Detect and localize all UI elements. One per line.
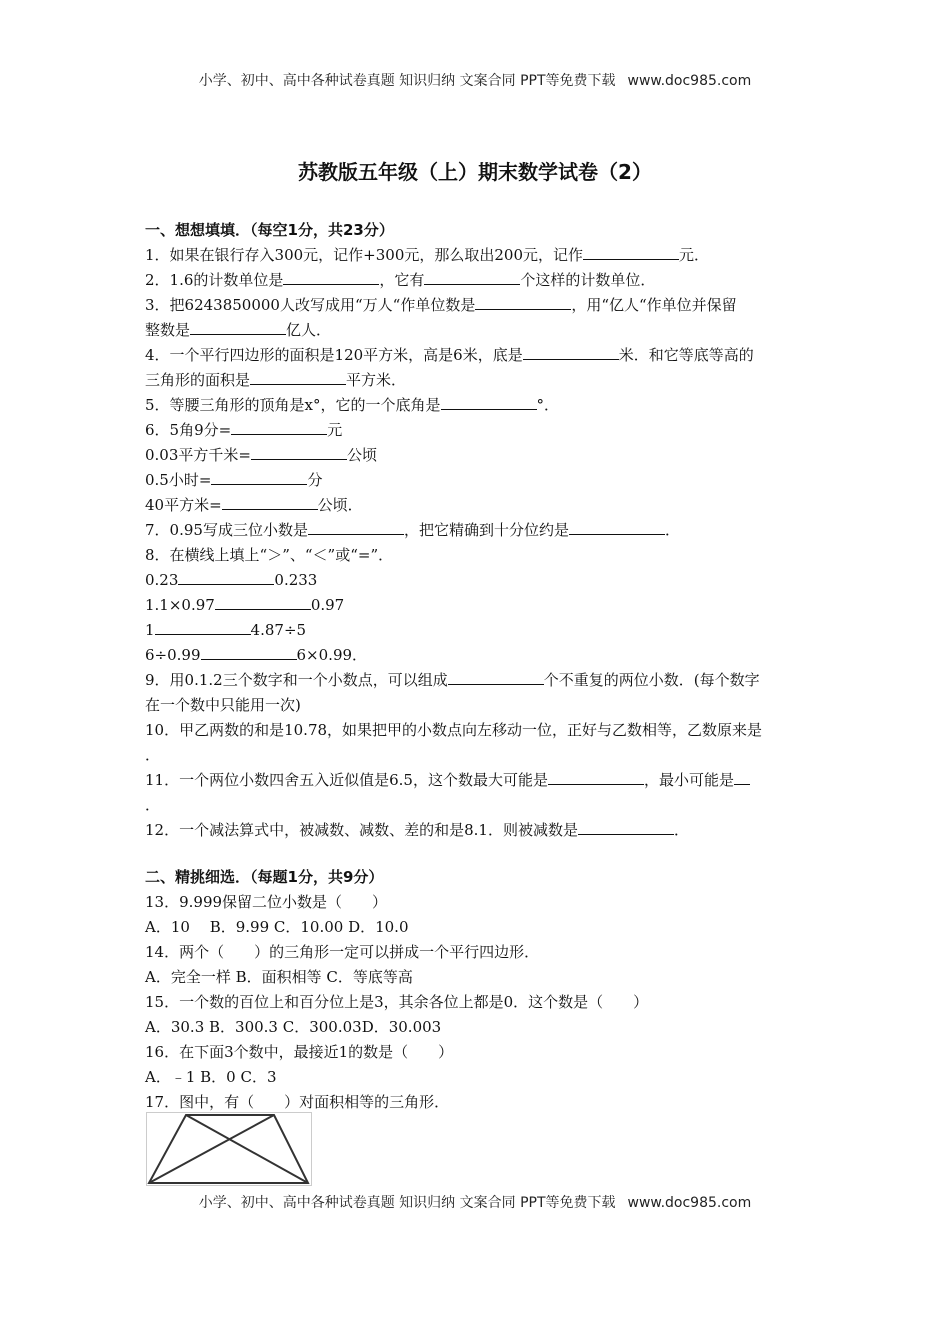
question-9: 9．用0.1.2三个数字和一个小数点，可以组成 个不重复的两位小数．(每个数字 bbox=[145, 668, 810, 693]
question-5: 5．等腰三角形的顶角是x°，它的一个底角是 °． bbox=[145, 393, 810, 418]
page-header bbox=[0, 70, 950, 90]
question-14: 14．两个（ ）的三角形一定可以拼成一个平行四边形． bbox=[145, 943, 540, 961]
question-1: 1．如果在银行存入300元，记作+300元，那么取出200元，记作 元． bbox=[145, 243, 810, 268]
question-3-cont: 整数是 亿人． bbox=[145, 318, 810, 343]
answer-blank[interactable] bbox=[308, 518, 404, 535]
question-11: 11．一个两位小数四舍五入近似值是6.5，这个数最大可能是 ，最小可能是 bbox=[145, 768, 810, 793]
question-14-options: A．完全一样 B．面积相等 C．等底等高 bbox=[145, 968, 413, 986]
question-6: 6．5角9分= 元 bbox=[145, 418, 810, 443]
section-1-heading: 一、想想填填．（每空1分，共23分） bbox=[145, 221, 394, 239]
section-2-heading: 二、精挑细选．（每题1分，共9分） bbox=[145, 868, 384, 886]
answer-blank[interactable] bbox=[448, 668, 544, 685]
footer-site: www.doc985.com bbox=[627, 1195, 752, 1211]
question-15-options: A．30.3 B．300.3 C．300.03D．30.003 bbox=[145, 1018, 442, 1036]
question-10-cont: ． bbox=[145, 746, 161, 764]
trapezoid-outline bbox=[149, 1115, 308, 1183]
question-8-row2: 1.1×0.97 0.97 bbox=[145, 593, 810, 618]
question-4-cont: 三角形的面积是 平方米． bbox=[145, 368, 810, 393]
question-8-row4: 6÷0.99 6×0.99． bbox=[145, 643, 810, 668]
figure-frame bbox=[147, 1113, 312, 1186]
answer-blank[interactable] bbox=[231, 418, 327, 435]
answer-blank[interactable] bbox=[548, 768, 644, 785]
question-6-row2: 0.03平方千米= 公顷 bbox=[145, 443, 810, 468]
answer-blank[interactable] bbox=[441, 393, 537, 410]
answer-blank[interactable] bbox=[251, 443, 347, 460]
answer-blank[interactable] bbox=[190, 318, 286, 335]
question-10: 10．甲乙两数的和是10.78，如果把甲的小数点向左移动一位，正好与乙数相等，乙数原来是 bbox=[145, 721, 763, 739]
question-8-row1: 0.23 0.233 bbox=[145, 568, 810, 593]
answer-blank[interactable] bbox=[578, 818, 674, 835]
question-8: 8．在横线上填上“＞”、“＜”或“=”． bbox=[145, 546, 394, 564]
question-3: 3．把6243850000人改写成用“万人“作单位数是 ，用“亿人“作单位并保留 bbox=[145, 293, 810, 318]
question-7: 7．0.95写成三位小数是 ，把它精确到十分位约是 ． bbox=[145, 518, 810, 543]
question-9-cont: 在一个数中只能用一次) bbox=[145, 696, 301, 714]
page-footer bbox=[0, 1192, 950, 1212]
page-title: 苏教版五年级（上）期末数学试卷（2） bbox=[298, 160, 652, 184]
answer-blank[interactable] bbox=[201, 643, 297, 660]
question-13-options: A．10 B．9.99 C．10.00 D．10.0 bbox=[145, 918, 409, 936]
question-6-row3: 0.5小时= 分 bbox=[145, 468, 810, 493]
question-13: 13．9.999保留二位小数是（ ） bbox=[145, 893, 388, 911]
question-15: 15．一个数的百位上和百分位上是3，其余各位上都是0．这个数是（ ） bbox=[145, 993, 649, 1011]
answer-blank[interactable] bbox=[283, 268, 379, 285]
question-4: 4．一个平行四边形的面积是120平方米，高是6米，底是 米．和它等底等高的 bbox=[145, 343, 810, 368]
diagonal-1 bbox=[186, 1115, 308, 1183]
question-17: 17．图中，有（ ）对面积相等的三角形． bbox=[145, 1093, 450, 1111]
trapezoid-figure bbox=[146, 1112, 312, 1186]
exam-content bbox=[145, 218, 810, 1115]
header-site: www.doc985.com bbox=[627, 73, 752, 89]
answer-blank[interactable] bbox=[222, 493, 318, 510]
answer-blank[interactable] bbox=[155, 618, 251, 635]
question-16-options: A．﹣1 B．0 C．3 bbox=[145, 1068, 277, 1086]
answer-blank[interactable] bbox=[523, 343, 619, 360]
section-gap bbox=[145, 843, 810, 865]
question-6-row4: 40平方米= 公顷． bbox=[145, 493, 810, 518]
answer-blank[interactable] bbox=[178, 568, 274, 585]
answer-blank[interactable] bbox=[734, 768, 750, 785]
answer-blank[interactable] bbox=[211, 468, 307, 485]
question-2: 2．1.6的计数单位是 ，它有 个这样的计数单位． bbox=[145, 268, 810, 293]
answer-blank[interactable] bbox=[583, 243, 679, 260]
footer-text: 小学、初中、高中各种试卷真题 知识归纳 文案合同 PPT等免费下载 bbox=[198, 1195, 616, 1211]
answer-blank[interactable] bbox=[475, 293, 571, 310]
answer-blank[interactable] bbox=[424, 268, 520, 285]
answer-blank[interactable] bbox=[250, 368, 346, 385]
question-8-row3: 1 4.87÷5 bbox=[145, 618, 810, 643]
answer-blank[interactable] bbox=[215, 593, 311, 610]
question-11-cont: ． bbox=[145, 796, 161, 814]
header-text: 小学、初中、高中各种试卷真题 知识归纳 文案合同 PPT等免费下载 bbox=[198, 73, 616, 89]
answer-blank[interactable] bbox=[569, 518, 665, 535]
question-12: 12．一个减法算式中，被减数、减数、差的和是8.1．则被减数是 ． bbox=[145, 818, 810, 843]
question-16: 16．在下面3个数中，最接近1的数是（ ） bbox=[145, 1043, 454, 1061]
